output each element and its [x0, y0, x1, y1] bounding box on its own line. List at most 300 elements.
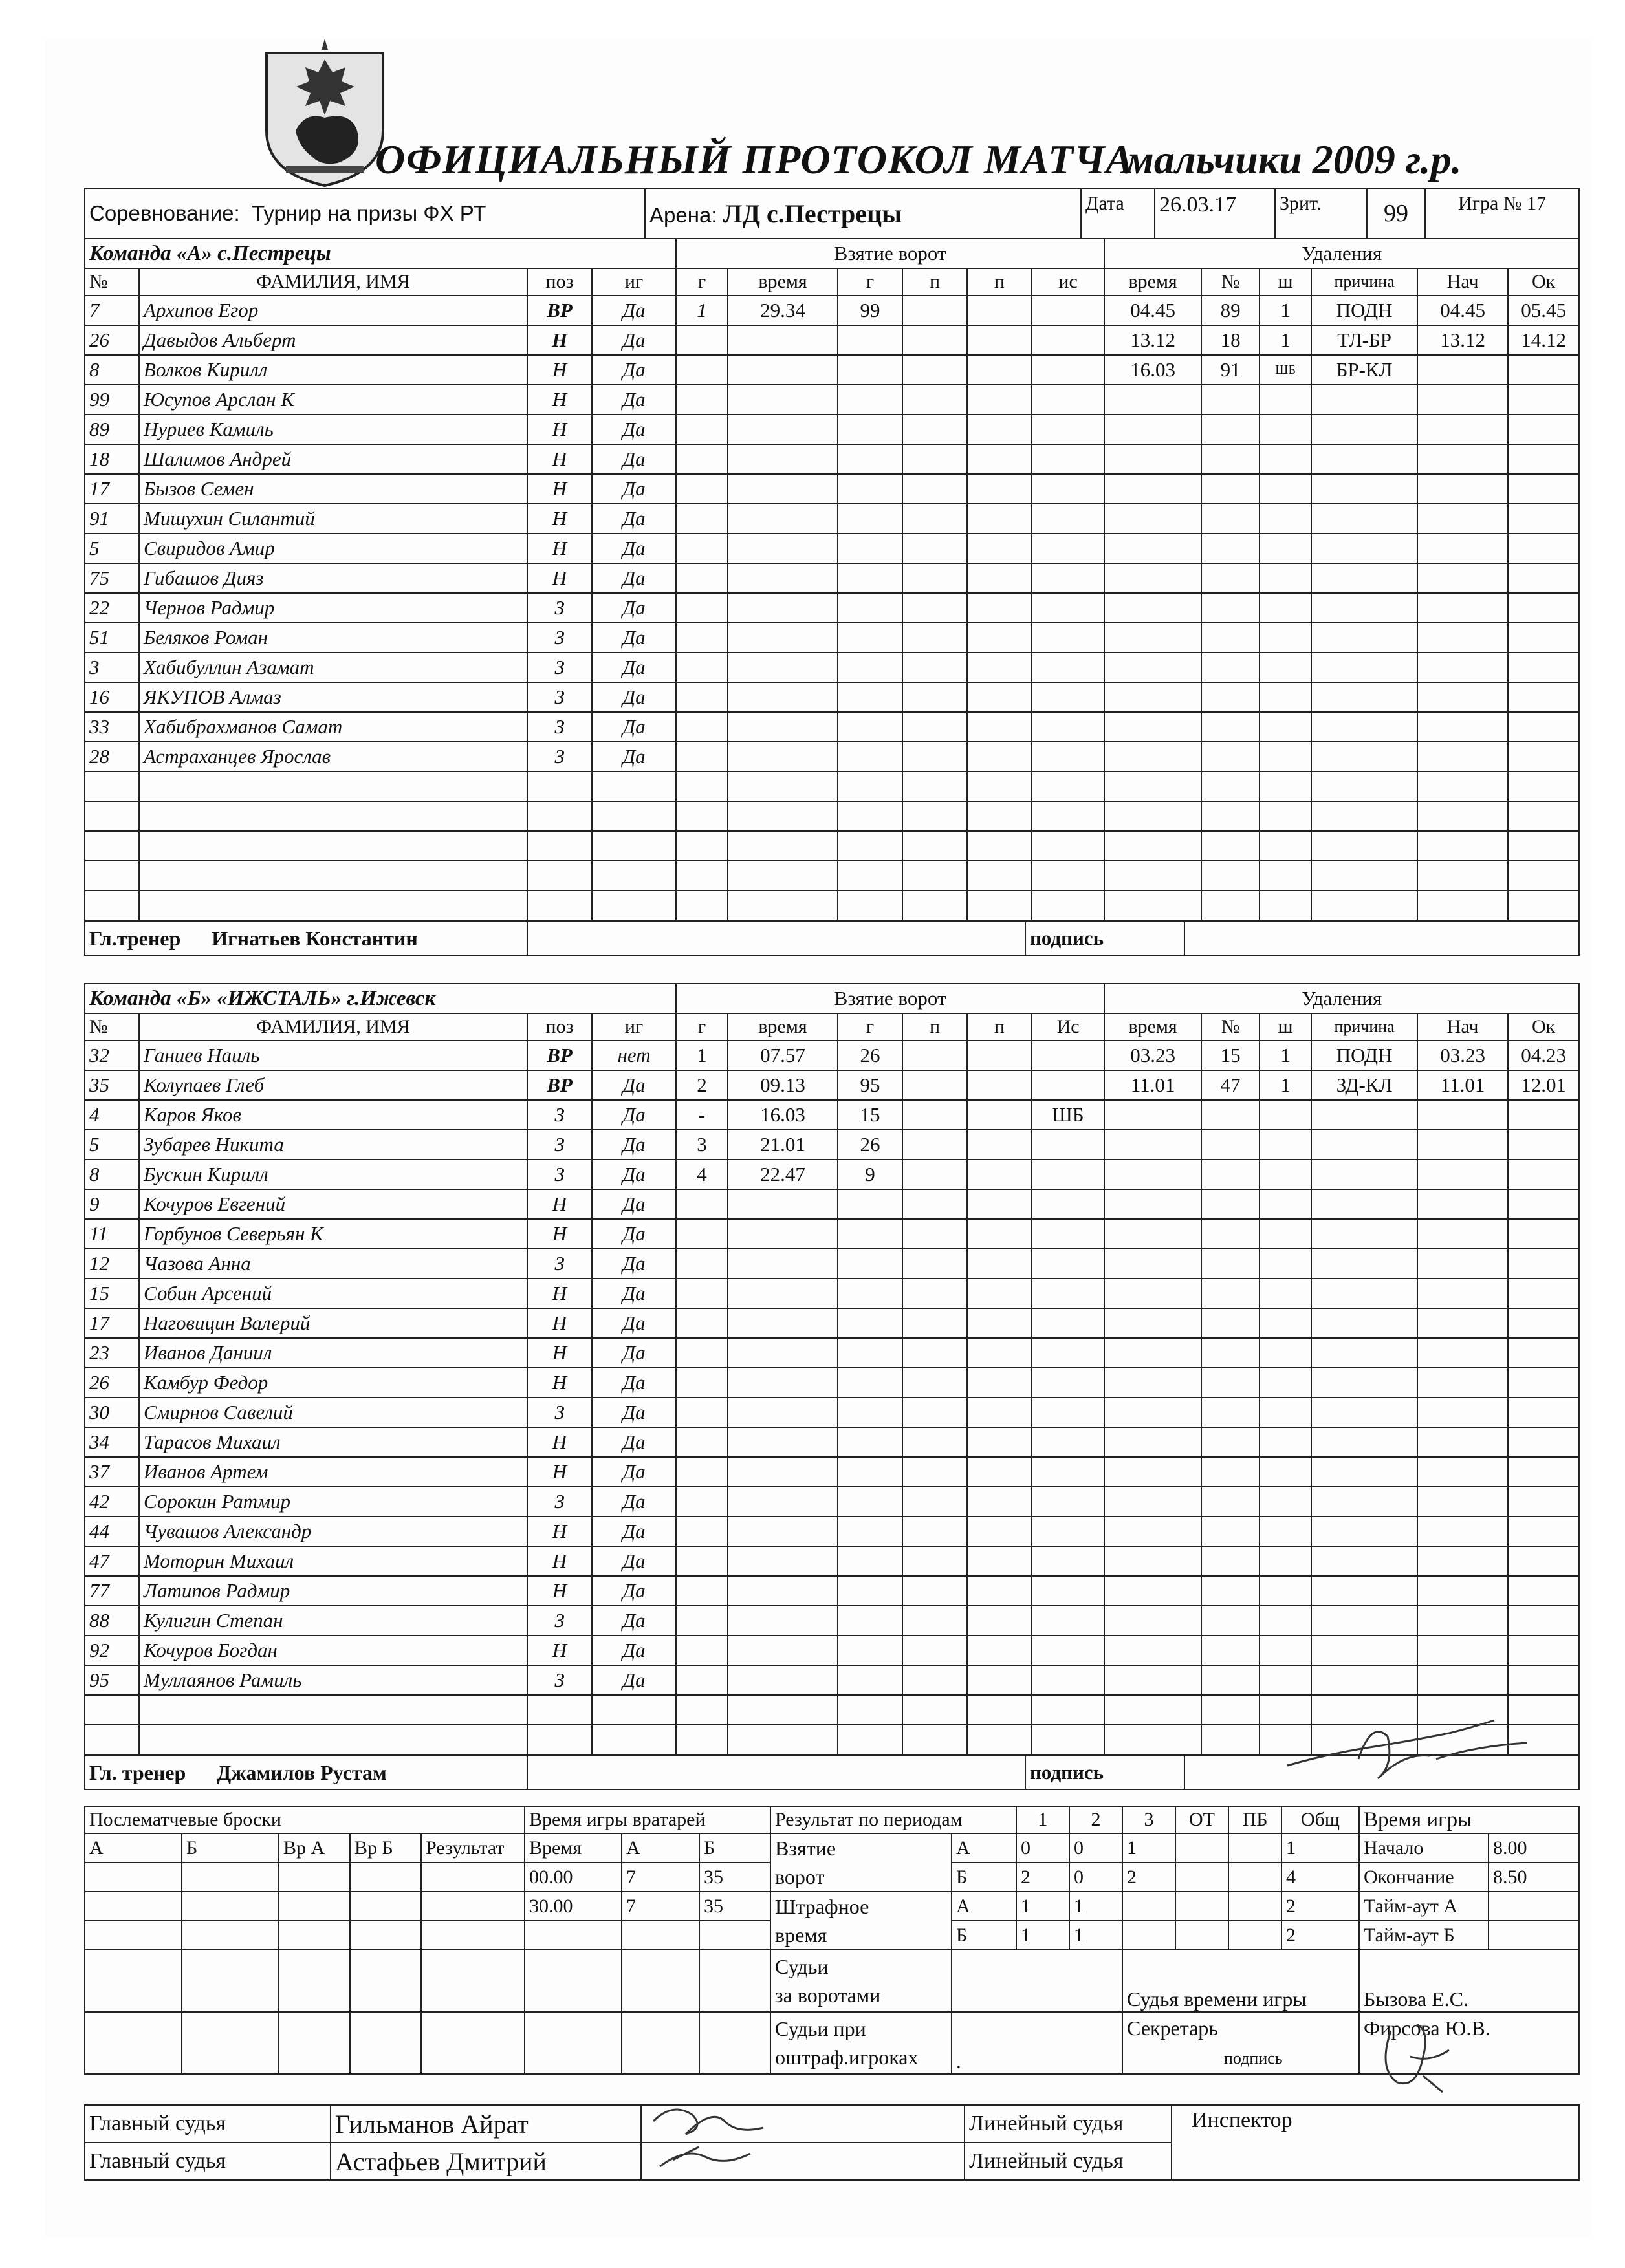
player-played: Да: [592, 1665, 676, 1695]
goal-number: 4: [676, 1160, 728, 1189]
player-number: 17: [85, 1308, 139, 1338]
team-b-rows: [85, 1041, 1579, 1755]
player-name: Шалимов Андрей: [139, 444, 527, 474]
penalty-reason: ЗД-КЛ: [1311, 1070, 1417, 1100]
player-name: Архипов Егор: [139, 296, 527, 325]
player-position: Н: [527, 474, 592, 504]
chief-referee-signature-icon: [647, 2095, 776, 2179]
player-number: 77: [85, 1576, 139, 1606]
player-number: 8: [85, 355, 139, 385]
goal-scorer: 15: [838, 1100, 902, 1130]
player-name: Наговицин Валерий: [139, 1308, 527, 1338]
player-number: 23: [85, 1338, 139, 1368]
table-row: [85, 1576, 1579, 1606]
player-position: З: [527, 1100, 592, 1130]
player-position: ВР: [527, 1070, 592, 1100]
table-row: [85, 1457, 1579, 1487]
player-played: Да: [592, 1368, 676, 1398]
player-name: Камбур Федор: [139, 1368, 527, 1398]
table-row: [85, 1308, 1579, 1338]
table-row: [85, 623, 1579, 653]
player-played: Да: [592, 1100, 676, 1130]
table-row: [85, 712, 1579, 742]
player-position: З: [527, 712, 592, 742]
penalty-minutes: 1: [1260, 1070, 1311, 1100]
player-number: 26: [85, 325, 139, 355]
competition-name: Турнир на призы ФХ РТ: [252, 201, 486, 225]
summary-table: Послематчевые броски Время игры вратарей Результат по периодам 1 2 3 ОТ ПБ Общ Время игры А Б Вр А Вр Б Результат Время А Б Взятие ворот А 0 0 1 1 Начало 8.00 00.00 7 35 Б 2 0 2 4 Окончание 8.50 30.00 7 35 Штрафное время А 1 1 2 Тайм-аут А Б 1 1 2 Тайм-аут Б Судьи за воротами Судья времени игры Бызова Е.С. Судьи при оштраф.игроках . Секретарь подпись Фирсова Ю.В.: [84, 1806, 1580, 2075]
player-played: Да: [592, 1606, 676, 1636]
goal-number: 2: [676, 1070, 728, 1100]
goal-scorer: 95: [838, 1070, 902, 1100]
team-a-rows: [85, 296, 1579, 920]
player-number: 11: [85, 1219, 139, 1249]
header-table: [84, 188, 1580, 239]
table-row: [85, 1219, 1579, 1249]
player-name: Юсупов Арслан К: [139, 385, 527, 415]
player-position: Н: [527, 325, 592, 355]
player-position: Н: [527, 444, 592, 474]
table-row: [85, 504, 1579, 534]
player-name: Кочуров Богдан: [139, 1636, 527, 1665]
player-number: 16: [85, 682, 139, 712]
player-position: Н: [527, 1338, 592, 1368]
table-row: [85, 444, 1579, 474]
spectators-label: Зрит.: [1275, 188, 1367, 239]
table-row: [85, 1070, 1579, 1100]
player-name: Нуриев Камиль: [139, 415, 527, 444]
game-end-time: 8.50: [1489, 1863, 1579, 1892]
penalty-end: [1508, 355, 1579, 385]
player-number: 37: [85, 1457, 139, 1487]
player-position: Н: [527, 1279, 592, 1308]
goal-assist-1: [902, 1130, 967, 1160]
player-played: Да: [592, 623, 676, 653]
player-name: ЯКУПОВ Алмаз: [139, 682, 527, 712]
player-played: Да: [592, 653, 676, 682]
player-played: Да: [592, 1189, 676, 1219]
table-row: [85, 1606, 1579, 1636]
goal-time: 07.57: [728, 1041, 838, 1070]
goal-situation: [1032, 1130, 1104, 1160]
player-name: Волков Кирилл: [139, 355, 527, 385]
player-position: Н: [527, 385, 592, 415]
player-number: 30: [85, 1398, 139, 1427]
player-played: Да: [592, 1279, 676, 1308]
table-row: [85, 861, 1579, 891]
player-number: 33: [85, 712, 139, 742]
player-name: Кочуров Евгений: [139, 1189, 527, 1219]
team-a-coach-row: [84, 921, 1580, 956]
team-b-column-headers: № ФАМИЛИЯ, ИМЯ поз иг г время г п п Ис время № ш причина Нач Ок: [85, 1013, 1579, 1041]
team-b-goals-header: Взятие ворот: [676, 984, 1104, 1013]
player-number: 5: [85, 1130, 139, 1160]
penalty-minutes: 1: [1260, 325, 1311, 355]
penalty-reason: БР-КЛ: [1311, 355, 1417, 385]
player-number: 34: [85, 1427, 139, 1457]
pim-row-label: Штрафное время: [770, 1892, 952, 1950]
goal-situation: [1032, 1070, 1104, 1100]
player-name: Хабибрахманов Самат: [139, 712, 527, 742]
officials-table: [84, 2104, 1580, 2181]
game-time-header: Время игры: [1359, 1806, 1579, 1833]
player-position: Н: [527, 1219, 592, 1249]
penalty-end: 04.23: [1508, 1041, 1579, 1070]
penalty-start: 03.23: [1417, 1041, 1508, 1070]
inspector-label: Инспектор: [1172, 2105, 1579, 2180]
table-row: [85, 682, 1579, 712]
table-row: [85, 831, 1579, 861]
team-a-goals-header: Взятие ворот: [676, 239, 1104, 268]
player-position: З: [527, 1665, 592, 1695]
player-position: Н: [527, 504, 592, 534]
goal-time: 29.34: [728, 296, 838, 325]
goal-time: 22.47: [728, 1160, 838, 1189]
chief-referee-1: Гильманов Айрат: [331, 2105, 641, 2143]
player-played: Да: [592, 1517, 676, 1546]
player-played: Да: [592, 563, 676, 593]
table-row: [85, 355, 1579, 385]
team-a-table: [84, 238, 1580, 921]
penalty-start: 13.12: [1417, 325, 1508, 355]
timekeeper-name: Бызова Е.С.: [1359, 1950, 1579, 2012]
player-number: 75: [85, 563, 139, 593]
goal-situation: ШБ: [1032, 1100, 1104, 1130]
player-played: Да: [592, 1160, 676, 1189]
linesman-label-1: Линейный судья: [965, 2105, 1172, 2143]
goal-scorer: 26: [838, 1041, 902, 1070]
penalty-start: [1417, 355, 1508, 385]
player-number: 28: [85, 742, 139, 772]
goal-assist-1: [902, 1041, 967, 1070]
goal-time: 16.03: [728, 1100, 838, 1130]
player-position: Н: [527, 1427, 592, 1457]
player-played: Да: [592, 1457, 676, 1487]
player-position: З: [527, 653, 592, 682]
spectators-value: 99: [1367, 188, 1425, 239]
player-position: З: [527, 1130, 592, 1160]
player-number: 99: [85, 385, 139, 415]
player-position: Н: [527, 534, 592, 563]
table-row: [85, 1189, 1579, 1219]
player-played: Да: [592, 1070, 676, 1100]
player-name: Зубарев Никита: [139, 1130, 527, 1160]
player-name: Сорокин Ратмир: [139, 1487, 527, 1517]
player-played: Да: [592, 385, 676, 415]
goal-scorer: 99: [838, 296, 902, 325]
shootout-header: Послематчевые броски: [85, 1806, 525, 1833]
table-row: [85, 563, 1579, 593]
penalty-player: 89: [1201, 296, 1260, 325]
goal-assist-2: [967, 1160, 1032, 1189]
player-name: Бускин Кирилл: [139, 1160, 527, 1189]
penalty-player: 18: [1201, 325, 1260, 355]
goal-number: 3: [676, 1130, 728, 1160]
player-played: Да: [592, 474, 676, 504]
player-played: Да: [592, 682, 676, 712]
player-name: Чернов Радмир: [139, 593, 527, 623]
date-label: Дата: [1081, 188, 1155, 239]
player-name: Чазова Анна: [139, 1249, 527, 1279]
table-row: [85, 1100, 1579, 1130]
player-position: З: [527, 623, 592, 653]
player-position: З: [527, 1606, 592, 1636]
player-played: Да: [592, 415, 676, 444]
secretary-signature-label: подпись: [1224, 2048, 1283, 2068]
player-number: 8: [85, 1160, 139, 1189]
goal-assist-2: [967, 1070, 1032, 1100]
player-name: Моторин Михаил: [139, 1546, 527, 1576]
player-played: Да: [592, 742, 676, 772]
team-a-coach-name: Игнатьев Константин: [212, 926, 418, 950]
team-a-title: Команда «А» с.Пестрецы: [85, 239, 676, 268]
player-name: Давыдов Альберт: [139, 325, 527, 355]
linesman-label-2: Линейный судья: [965, 2143, 1172, 2180]
secretary-cell: [1122, 2012, 1359, 2074]
team-a-signature-label: подпись: [1025, 922, 1184, 955]
goal-situation: [1032, 296, 1104, 325]
table-row: [85, 1546, 1579, 1576]
goal-assist-1: [902, 296, 967, 325]
player-number: 15: [85, 1279, 139, 1308]
goal-assist-2: [967, 1100, 1032, 1130]
player-position: Н: [527, 1457, 592, 1487]
table-row: [85, 1487, 1579, 1517]
goal-assist-1: [902, 1160, 967, 1189]
goal-assist-2: [967, 1130, 1032, 1160]
goal-situation: [1032, 1160, 1104, 1189]
player-number: 35: [85, 1070, 139, 1100]
player-played: Да: [592, 444, 676, 474]
goal-assist-1: [902, 1070, 967, 1100]
table-row: [85, 296, 1579, 325]
player-played: Да: [592, 1398, 676, 1427]
goal-judges-label: Судьи за воротами: [770, 1950, 952, 2012]
player-played: Да: [592, 1427, 676, 1457]
goal-scorer: 26: [838, 1130, 902, 1160]
game-number: Игра № 17: [1425, 188, 1579, 239]
goal-assist-1: [902, 1100, 967, 1130]
player-name: Собин Арсений: [139, 1279, 527, 1308]
player-played: Да: [592, 1219, 676, 1249]
player-position: Н: [527, 1576, 592, 1606]
player-position: З: [527, 1249, 592, 1279]
arena-cell: Арена: ЛД с.Пестрецы: [645, 188, 1081, 239]
player-played: Да: [592, 1576, 676, 1606]
penalty-minutes: 1: [1260, 1041, 1311, 1070]
table-row: [85, 593, 1579, 623]
penalty-time: 03.23: [1104, 1041, 1201, 1070]
team-b-title: Команда «Б» «ИЖСТАЛЬ» г.Ижевск: [85, 984, 676, 1013]
competition-cell: Соревнование: Турнир на призы ФХ РТ: [85, 188, 645, 239]
player-number: 51: [85, 623, 139, 653]
player-number: 22: [85, 593, 139, 623]
player-position: З: [527, 1160, 592, 1189]
player-number: 18: [85, 444, 139, 474]
player-position: Н: [527, 1636, 592, 1665]
player-name: Горбунов Северьян К: [139, 1219, 527, 1249]
player-position: З: [527, 682, 592, 712]
player-number: 4: [85, 1100, 139, 1130]
player-number: 26: [85, 1368, 139, 1398]
table-row: [85, 1665, 1579, 1695]
goal-time: 09.13: [728, 1070, 838, 1100]
penalty-reason: ТЛ-БР: [1311, 325, 1417, 355]
player-number: 12: [85, 1249, 139, 1279]
table-row: [85, 1160, 1579, 1189]
team-b-block: [84, 983, 1580, 1790]
chief-referee-label-1: Главный судья: [85, 2105, 331, 2143]
player-played: Да: [592, 534, 676, 563]
player-position: ВР: [527, 296, 592, 325]
player-position: Н: [527, 415, 592, 444]
player-played: Да: [592, 325, 676, 355]
table-row: [85, 1249, 1579, 1279]
table-row: [85, 1368, 1579, 1398]
team-b-signature-label: подпись: [1025, 1756, 1184, 1789]
arena-name: ЛД с.Пестрецы: [723, 199, 902, 228]
player-number: 9: [85, 1189, 139, 1219]
player-played: Да: [592, 1130, 676, 1160]
player-position: Н: [527, 1308, 592, 1338]
game-start-time: 8.00: [1489, 1833, 1579, 1863]
penalty-end: 05.45: [1508, 296, 1579, 325]
table-row: [85, 653, 1579, 682]
penalty-player: 47: [1201, 1070, 1260, 1100]
player-number: 17: [85, 474, 139, 504]
table-row: [85, 1636, 1579, 1665]
penalty-time: 04.45: [1104, 296, 1201, 325]
timekeeper-label: Судья времени игры: [1122, 1950, 1359, 2012]
chief-referee-label-2: Главный судья: [85, 2143, 331, 2180]
player-number: 88: [85, 1606, 139, 1636]
team-b-table: [84, 983, 1580, 1755]
player-name: Иванов Даниил: [139, 1338, 527, 1368]
player-position: Н: [527, 1368, 592, 1398]
goal-number: 1: [676, 1041, 728, 1070]
team-a-block: [84, 238, 1580, 956]
team-a-coach: Гл.тренер Игнатьев Константин: [85, 922, 527, 955]
player-name: Смирнов Савелий: [139, 1398, 527, 1427]
player-number: 5: [85, 534, 139, 563]
penalty-reason: ПОДН: [1311, 1041, 1417, 1070]
player-position: ВР: [527, 1041, 592, 1070]
date-value: 26.03.17: [1155, 188, 1275, 239]
player-played: Да: [592, 1308, 676, 1338]
penalty-minutes: ШБ: [1260, 355, 1311, 385]
table-row: [85, 1427, 1579, 1457]
player-name: Ганиев Наиль: [139, 1041, 527, 1070]
player-played: Да: [592, 593, 676, 623]
player-number: 44: [85, 1517, 139, 1546]
player-name: Латипов Радмир: [139, 1576, 527, 1606]
team-b-coach: Гл. тренер Джамилов Рустам: [85, 1756, 527, 1789]
player-name: Гибашов Дияз: [139, 563, 527, 593]
table-row: [85, 1130, 1579, 1160]
player-position: Н: [527, 355, 592, 385]
penalty-judges-label: Судьи при оштраф.игроках: [770, 2012, 952, 2074]
player-played: Да: [592, 1636, 676, 1665]
team-a-column-headers: № ФАМИЛИЯ, ИМЯ поз иг г время г п п ис время № ш причина Нач Ок: [85, 268, 1579, 296]
penalty-end: 12.01: [1508, 1070, 1579, 1100]
player-number: 3: [85, 653, 139, 682]
player-position: З: [527, 1487, 592, 1517]
player-number: 7: [85, 296, 139, 325]
player-played: Да: [592, 1546, 676, 1576]
goal-situation: [1032, 1041, 1104, 1070]
goal-time: 21.01: [728, 1130, 838, 1160]
player-position: Н: [527, 1189, 592, 1219]
player-position: Н: [527, 1546, 592, 1576]
player-number: 32: [85, 1041, 139, 1070]
player-name: Хабибуллин Азамат: [139, 653, 527, 682]
penalty-minutes: 1: [1260, 296, 1311, 325]
city-emblem-icon: [260, 34, 389, 189]
table-row: [85, 1398, 1579, 1427]
player-number: 42: [85, 1487, 139, 1517]
chief-referee-2: Астафьев Дмитрий: [331, 2143, 641, 2180]
penalty-start: 04.45: [1417, 296, 1508, 325]
player-position: Н: [527, 563, 592, 593]
player-name: Свиридов Амир: [139, 534, 527, 563]
player-number: 95: [85, 1665, 139, 1695]
table-row: [85, 1517, 1579, 1546]
period-result-header: Результат по периодам: [770, 1806, 1016, 1833]
goal-scorer: 9: [838, 1160, 902, 1189]
table-row: [85, 772, 1579, 801]
player-name: Бызов Семен: [139, 474, 527, 504]
player-position: Н: [527, 1517, 592, 1546]
team-a-penalties-header: Удаления: [1104, 239, 1579, 268]
goals-row-label: Взятие ворот: [770, 1833, 952, 1892]
goal-number: -: [676, 1100, 728, 1130]
penalty-time: 13.12: [1104, 325, 1201, 355]
player-number: 92: [85, 1636, 139, 1665]
penalty-player: 91: [1201, 355, 1260, 385]
table-row: [85, 325, 1579, 355]
secretary-name: Фирсова Ю.В.: [1359, 2012, 1579, 2074]
player-played: Да: [592, 355, 676, 385]
table-row: [85, 534, 1579, 563]
player-played: Да: [592, 1487, 676, 1517]
document-category: мальчики 2009 г.р.: [1126, 136, 1462, 182]
player-number: 89: [85, 415, 139, 444]
table-row: [85, 474, 1579, 504]
player-name: Колупаев Глеб: [139, 1070, 527, 1100]
gk-time-header: Время игры вратарей: [525, 1806, 770, 1833]
secretary-label: Секретарь: [1127, 2016, 1218, 2040]
penalty-player: 15: [1201, 1041, 1260, 1070]
player-played: Да: [592, 1338, 676, 1368]
secretary-signature-icon: [1371, 2018, 1462, 2095]
player-position: З: [527, 1398, 592, 1427]
goal-assist-2: [967, 1041, 1032, 1070]
penalty-start: 11.01: [1417, 1070, 1508, 1100]
table-row: [85, 801, 1579, 831]
table-row: [85, 891, 1579, 920]
player-position: З: [527, 742, 592, 772]
player-played: Да: [592, 712, 676, 742]
table-row: [85, 1041, 1579, 1070]
player-name: Муллаянов Рамиль: [139, 1665, 527, 1695]
penalty-end: 14.12: [1508, 325, 1579, 355]
penalty-reason: ПОДН: [1311, 296, 1417, 325]
player-name: Астраханцев Ярослав: [139, 742, 527, 772]
player-played: Да: [592, 296, 676, 325]
team-b-coach-name: Джамилов Рустам: [217, 1760, 387, 1784]
player-name: Кулигин Степан: [139, 1606, 527, 1636]
penalty-time: 16.03: [1104, 355, 1201, 385]
